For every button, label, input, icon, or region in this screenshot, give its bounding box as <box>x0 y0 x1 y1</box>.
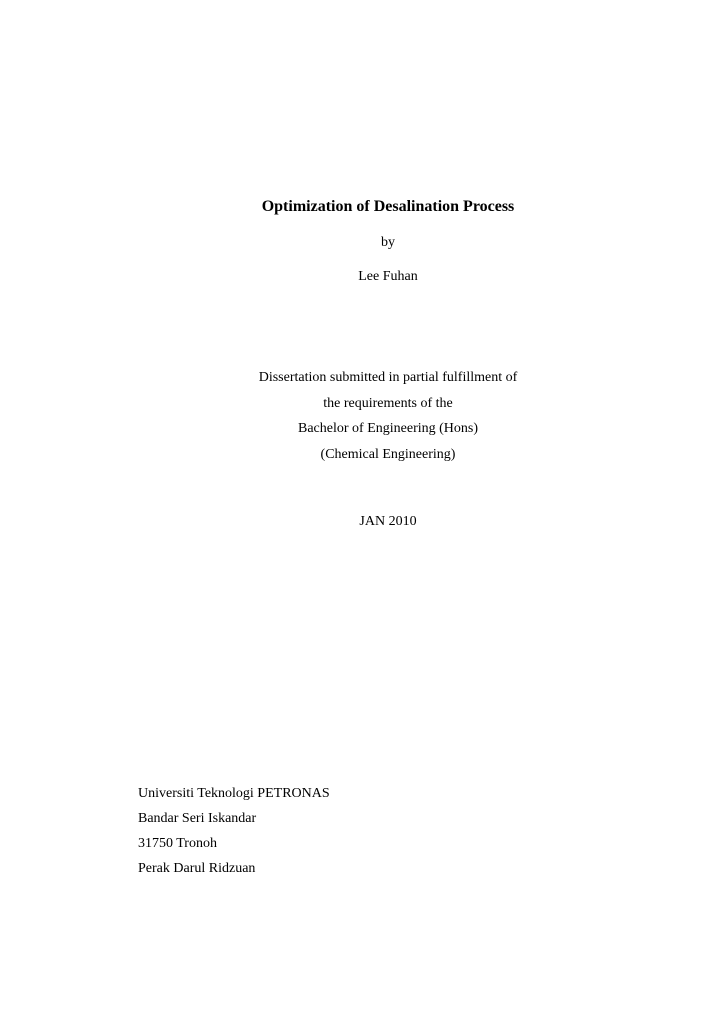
address-line: 31750 Tronoh <box>138 836 217 851</box>
submission-line: (Chemical Engineering) <box>320 446 456 462</box>
university-address <box>138 785 330 885</box>
address-line: Perak Darul Ridzuan <box>138 861 256 876</box>
address-line: Bandar Seri Iskandar <box>138 811 257 826</box>
author-name: Lee Fuhan <box>358 269 418 284</box>
submission-date: JAN 2010 <box>359 514 417 529</box>
submission-line: the requirements of the <box>323 395 453 411</box>
submission-statement <box>238 369 538 471</box>
document-title: Optimization of Desalination Process <box>261 198 515 215</box>
address-line: Universiti Teknologi PETRONAS <box>138 786 330 801</box>
by-line: by <box>381 235 395 250</box>
submission-line: Bachelor of Engineering (Hons) <box>298 421 478 436</box>
submission-line: Dissertation submitted in partial fulfillment of <box>258 370 518 385</box>
